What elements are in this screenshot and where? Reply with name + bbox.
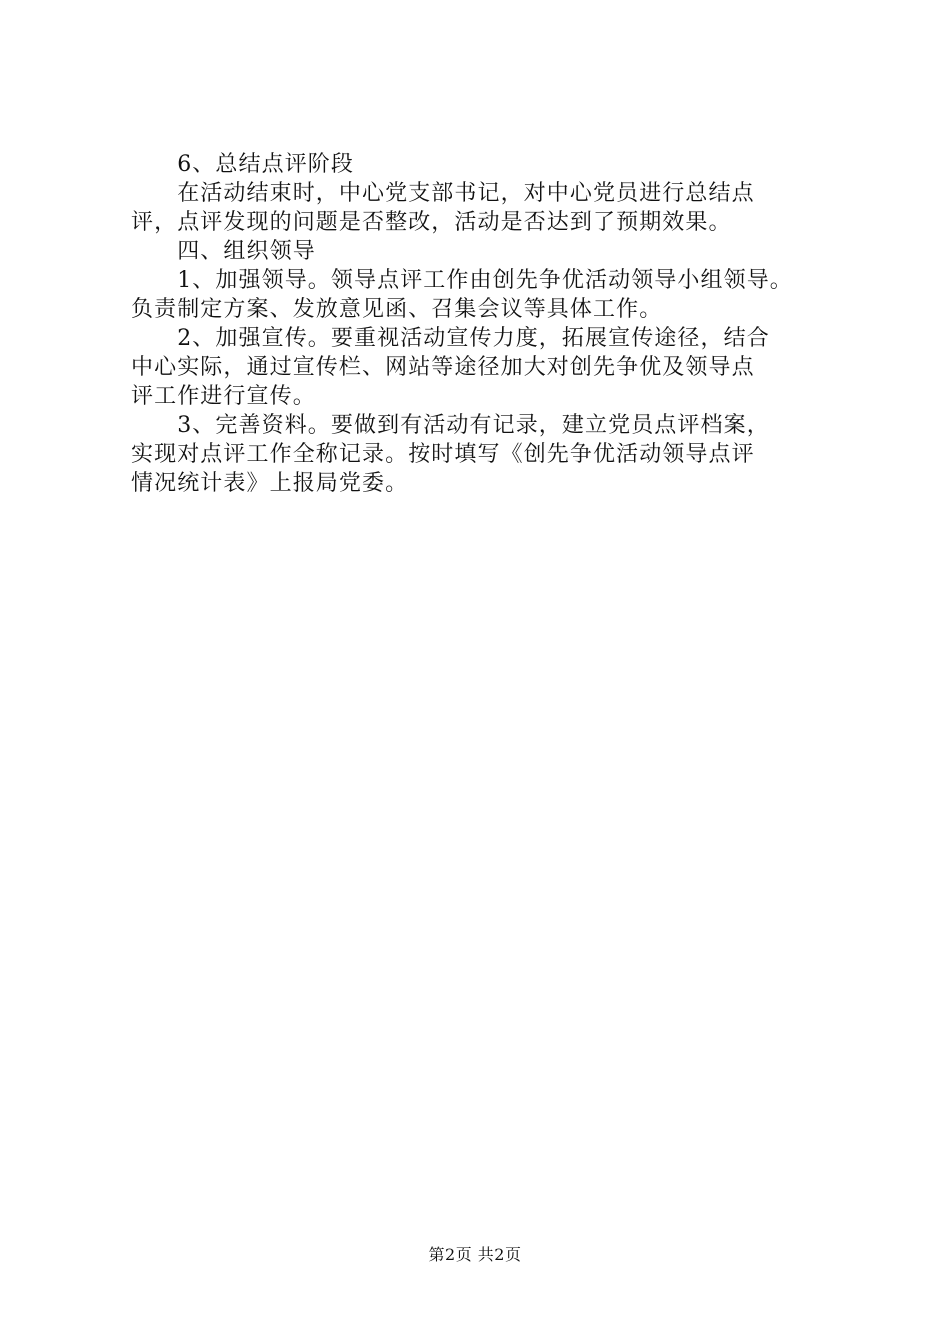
paragraph-line: 在活动结束时，中心党支部书记，对中心党员进行总结点 xyxy=(131,181,755,206)
page-footer: 第2页 共2页 xyxy=(428,1245,522,1264)
section-heading-organization: 四、组织领导 xyxy=(131,239,316,264)
document-body xyxy=(131,150,841,498)
paragraph-line: 实现对点评工作全称记录。按时填写《创先争优活动领导点评 xyxy=(131,442,755,467)
paragraph-line: 2、加强宣传。要重视活动宣传力度，拓展宣传途径，结合 xyxy=(131,326,770,351)
paragraph-line: 1、加强领导。领导点评工作由创先争优活动领导小组领导。 xyxy=(131,268,793,293)
paragraph-line: 情况统计表》上报局党委。 xyxy=(131,471,409,496)
paragraph-line: 评，点评发现的问题是否整改，活动是否达到了预期效果。 xyxy=(131,210,732,235)
paragraph-line: 3、完善资料。要做到有活动有记录，建立党员点评档案， xyxy=(131,413,770,438)
paragraph-line: 中心实际，通过宣传栏、网站等途径加大对创先争优及领导点 xyxy=(131,355,755,380)
section-heading-summary: 6、总结点评阶段 xyxy=(131,152,354,177)
paragraph-line: 评工作进行宣传。 xyxy=(131,384,316,409)
paragraph-line: 负责制定方案、发放意见函、召集会议等具体工作。 xyxy=(131,297,663,322)
